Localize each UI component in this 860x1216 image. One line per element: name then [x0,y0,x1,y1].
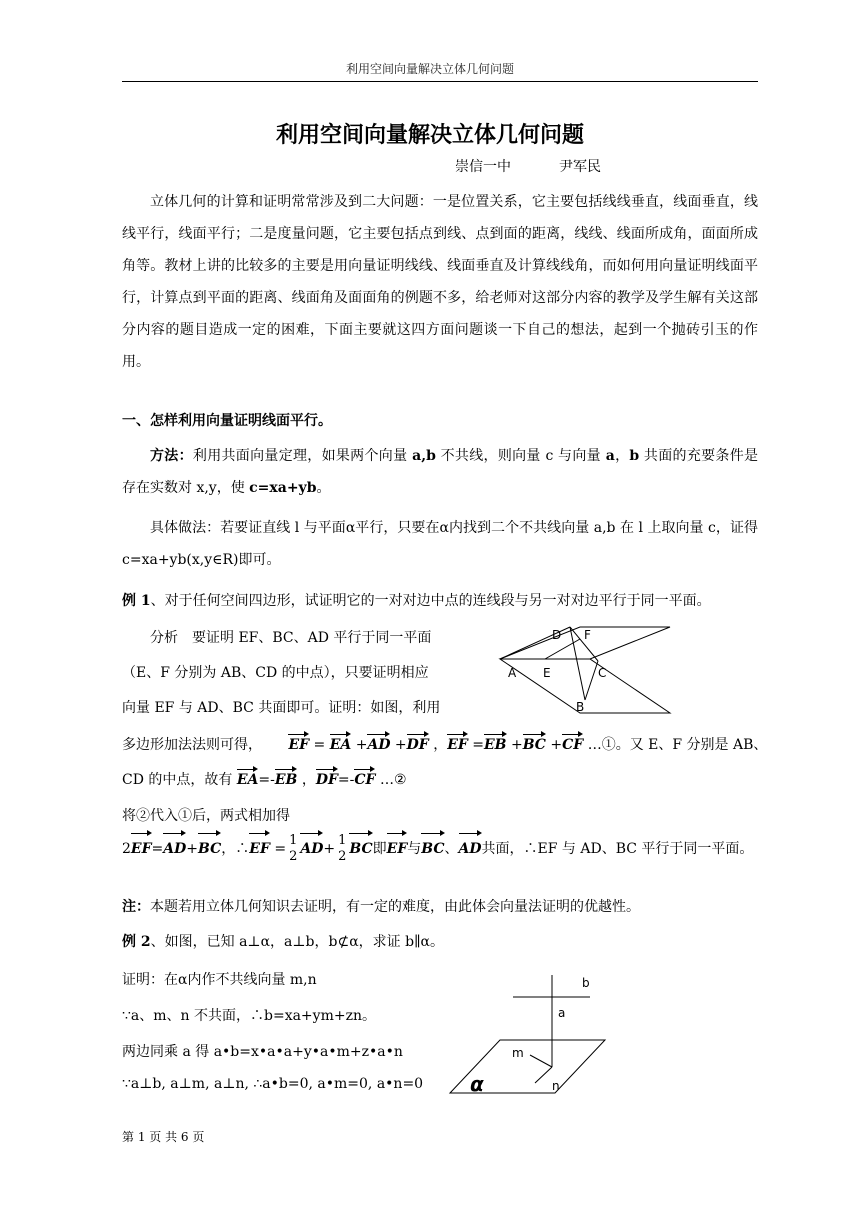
author-line [455,156,649,176]
vec-AD-3: AD [163,836,186,862]
substitution-step: 将②代入①后，两式相加得 [122,808,290,824]
fig2-label-alpha: α [470,1072,484,1096]
header-rule [122,81,758,82]
note-paragraph: 注：本题若用立体几何知识去证明，有一定的难度，由此体会向量法证明的优越性。 [122,899,640,915]
vec-BC: BC [522,737,546,753]
fig-label-D: D [552,628,562,642]
analysis-line-3: 向量 EF 与 AD、BC 共面即可。证明：如图，利用 [122,700,441,716]
note-label: 注： [122,899,150,915]
vec-BC-4: BC [349,836,372,862]
fig2-label-m: m [512,1046,524,1060]
proof-line-4: ∵a⊥b, a⊥m, a⊥n, ∴a•b=0, a•m=0, a•n=0 [122,1076,424,1092]
section1-heading: 一、怎样利用向量证明线面平行。 [122,413,332,429]
proof-line-3: 两边同乘 a 得 a•b=x•a•a+y•a•m+z•a•n [122,1044,403,1060]
fig-label-E: E [543,666,551,680]
vec-AD-4: AD [300,836,323,862]
example1-statement: 例 1、对于任何空间四边形，试证明它的一对对边中点的连线段与另一对对边平行于同一平面。 [122,593,711,609]
document-title: 利用空间向量解决立体几何问题 [275,123,584,148]
fig-label-A: A [508,666,517,680]
equation-3-paragraph: 2EF=AD+BC，∴EF = 1 2 AD+ 1 2 BC即EF与BC、AD共面，∴EF 与 AD、BC 平行于同一平面。 [122,833,754,864]
example1-label: 例 1 [122,593,151,609]
fig2-label-b: b [582,976,590,990]
vec-BC-5: BC [421,836,444,862]
example2-statement: 例 2、如图，已知 a⊥α，a⊥b，b⊄α，求证 b∥α。 [122,934,444,950]
vec-EA-2: EA [236,772,259,788]
author-school: 崇信一中 [455,159,511,175]
page-footer: 第 1 页 共 6 页 [122,1130,205,1144]
vec-DF: DF [406,737,429,753]
running-header: 利用空间向量解决立体几何问题 [345,62,514,76]
proof-line-1: 证明：在α内作不共线向量 m,n [122,972,317,988]
fig-label-C: C [598,666,607,680]
fig2-label-n: n [552,1079,560,1093]
vec-EF: EF [288,737,310,753]
vec-CF: CF [562,737,584,753]
fig-label-F: F [584,628,591,642]
vec-EB-2: EB [274,772,298,788]
equation-2-line: CD 的中点，故有 EA=-EB ，DF=-CF …② [122,772,407,788]
equation-1-line: 多边形加法法则可得， EF = EA +AD +DF ，EF =EB +BC +CF …①。又 E、F 分别是 AB、 [122,737,768,753]
vec-AD: AD [367,737,391,753]
vec-EF-2: EF [447,737,468,753]
vec-BC-3: BC [198,836,221,862]
example2-label: 例 2 [122,934,151,950]
plane-figure [440,965,610,1105]
vec-CF-2: CF [354,772,376,788]
fig2-label-a: a [558,1006,566,1020]
method-paragraph: 方法：利用共面向量定理，如果两个向量 a,b 不共线，则向量 c 与向量 a，b 共面的充要条件是存在实数对 x,y，使 c=xa+yb。 [122,448,759,496]
vec-EA: EA [329,737,352,753]
proof-line-2: ∵a、m、n 不共面，∴b=xa+ym+zn。 [122,1008,376,1024]
vec-EF-4: EF [249,836,270,862]
fraction-half-1: 1 2 [289,833,298,864]
author-name: 尹军民 [559,159,601,175]
fraction-half-2: 1 2 [338,833,347,864]
analysis-line-1: 分析 要证明 EF、BC、AD 平行于同一平面 [150,630,432,646]
practice-paragraph: 具体做法：若要证直线 l 与平面α平行，只要在α内找到二个不共线向量 a,b 在 l 上取向量 c，证得 c=xa+yb(x,y∈R)即可。 [122,520,758,568]
vec-DF-2: DF [315,772,338,788]
analysis-line-2: （E、F 分别为 AB、CD 的中点），只要证明相应 [122,665,429,681]
vec-AD-5: AD [459,836,482,862]
vec-EF-3: EF [131,836,152,862]
fig-label-B: B [576,700,585,714]
vec-EB: EB [484,737,507,753]
method-label: 方法： [150,448,193,464]
vec-EF-5: EF [387,836,408,862]
intro-paragraph: 立体几何的计算和证明常常涉及到二大问题：一是位置关系，它主要包括线线垂直，线面垂直，线线平行，线面平行；二是度量问题，它主要包括点到线、点到面的距离，线线、线面所成角，面面所成角等。教材上讲的比较多的主要是用向量证明线线、线面垂直及计算线线角，而如何用向量证明线面平行，计算点到平面的距离、线面角及面面角的例题不多，给老师对这部分内容的教学及学生解有关这部分内容的题目造成一定的困难，下面主要就这四方面问题谈一下自己的想法，起到一个抛砖引玉的作用。 [122,194,758,370]
quadrilateral-figure [480,615,680,715]
